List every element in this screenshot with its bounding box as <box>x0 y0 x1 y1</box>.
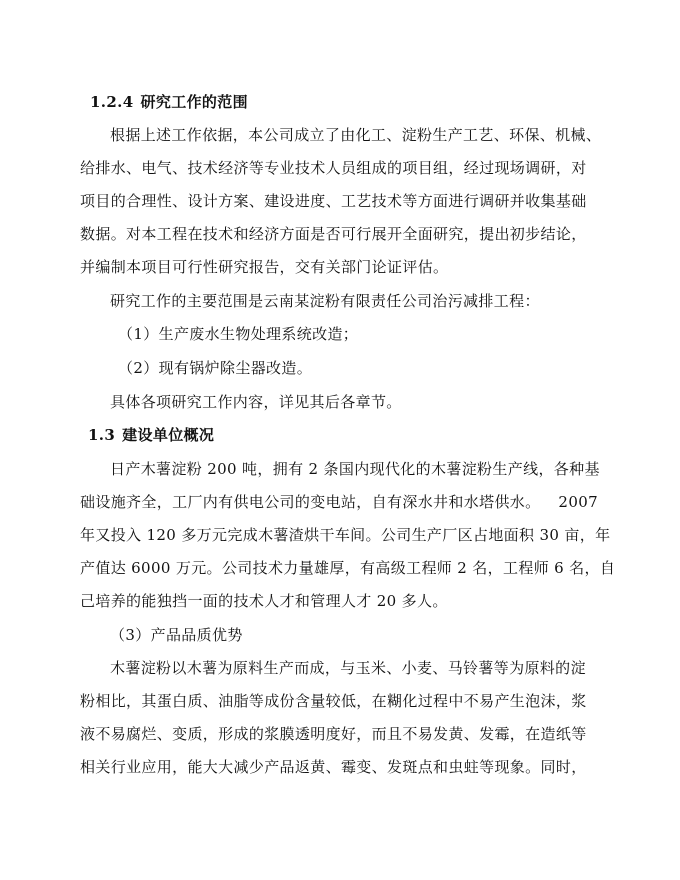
paragraph-line: 根据上述工作依据，本公司成立了由化工、淀粉生产工艺、环保、机械、 <box>110 126 602 144</box>
section-heading-1-3 <box>88 422 214 448</box>
list-item: （1）生产废水生物处理系统改造； <box>118 325 359 343</box>
section-number: 1.2.4 <box>90 93 134 111</box>
paragraph-line: 液不易腐烂、变质，形成的浆膜透明度好，而且不易发黄、发霉，在造纸等 <box>80 725 587 743</box>
paragraph-line: 木薯淀粉以木薯为原料生产而成，与玉米、小麦、马铃薯等为原料的淀 <box>110 659 586 677</box>
paragraph-line: 粉相比，其蛋白质、油脂等成份含量较低，在糊化过程中不易产生泡沫，浆 <box>80 692 587 710</box>
paragraph-year: 2007 <box>558 493 598 511</box>
paragraph-text: 础设施齐全，工厂内有供电公司的变电站，自有深水井和水塔供水。 <box>80 493 541 511</box>
section-number: 1.3 <box>88 426 116 444</box>
list-item: （2）现有锅炉除尘器改造。 <box>118 359 313 377</box>
paragraph-line: 具体各项研究工作内容，详见其后各章节。 <box>110 393 402 411</box>
paragraph-line: 项目的合理性、设计方案、建设进度、工艺技术等方面进行调研并收集基础 <box>80 192 587 210</box>
paragraph-line: 日产木薯淀粉 200 吨，拥有 2 条国内现代化的木薯淀粉生产线，各种基 <box>110 460 600 478</box>
section-title: 建设单位概况 <box>122 426 215 444</box>
paragraph-line: 年又投入 120 多万元完成木薯渣烘干车间。公司生产厂区占地面积 30 亩，年 <box>80 526 611 544</box>
paragraph-line: 给排水、电气、技术经济等专业技术人员组成的项目组，经过现场调研，对 <box>80 159 587 177</box>
paragraph-line: 己培养的能独挡一面的技术人才和管理人才 20 多人。 <box>80 592 448 610</box>
paragraph-line: 数据。对本工程在技术和经济方面是否可行展开全面研究，提出初步结论， <box>80 225 587 243</box>
paragraph-line <box>80 489 598 515</box>
paragraph-line: 并编制本项目可行性研究报告，交有关部门论证评估。 <box>80 258 449 276</box>
subheading: （3）产品品质优势 <box>110 626 243 644</box>
paragraph-line: 研究工作的主要范围是云南某淀粉有限责任公司治污减排工程： <box>110 292 540 310</box>
paragraph-line: 产值达 6000 万元。公司技术力量雄厚，有高级工程师 2 名，工程师 6 名，自 <box>80 559 616 577</box>
section-heading-1-2-4 <box>90 89 248 115</box>
paragraph-line: 相关行业应用，能大大减少产品返黄、霉变、发斑点和虫蛀等现象。同时， <box>80 758 587 776</box>
section-title: 研究工作的范围 <box>140 93 248 111</box>
